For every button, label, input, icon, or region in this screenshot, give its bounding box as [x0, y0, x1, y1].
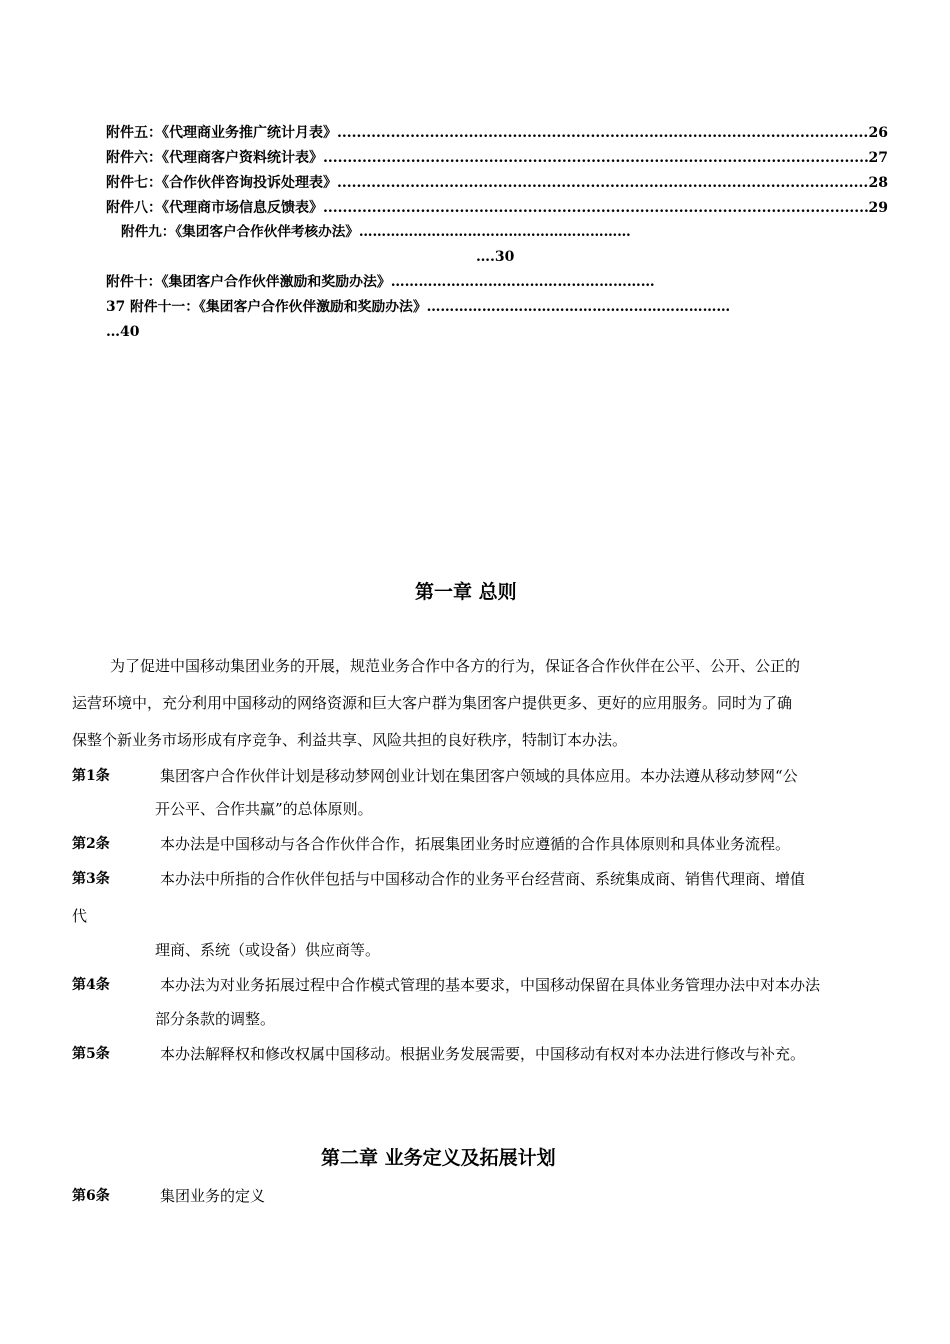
article-text: 理商、系统（或设备）供应商等。	[155, 941, 381, 959]
article-text: 部分条款的调整。	[155, 1010, 276, 1028]
article-number: 第4条	[72, 977, 110, 993]
article-number: 第5条	[72, 1046, 110, 1062]
toc-item-page: 27	[868, 150, 888, 166]
article-number: 第1条	[72, 768, 110, 784]
toc-item-page: 29	[868, 200, 888, 216]
chapter-title: 第二章 业务定义及拓展计划	[321, 1147, 556, 1169]
toc-item-9-line2: ….30	[476, 249, 515, 265]
article-number: 第6条	[72, 1188, 110, 1204]
toc-item-page: 28	[868, 175, 888, 191]
toc-leader	[337, 123, 869, 143]
intro-line: 保整个新业务市场形成有序竞争、利益共享、风险共担的良好秩序，特制订本办法。	[72, 731, 628, 749]
toc-item[interactable]	[106, 173, 888, 193]
article-text: 本办法中所指的合作伙伴包括与中国移动合作的业务平台经营商、系统集成商、销售代理商、增值	[160, 870, 806, 888]
article-text: 集团业务的定义	[160, 1187, 266, 1205]
article-text: 代	[72, 907, 88, 925]
intro-line: 运营环境中，充分利用中国移动的网络资源和巨大客户群为集团客户提供更多、更好的应用服务。同时为了确	[72, 694, 793, 712]
toc-leader	[323, 198, 869, 218]
intro-line: 为了促进中国移动集团业务的开展，规范业务合作中各方的行为，保证各合作伙伴在公平、公开、公正的	[110, 657, 801, 675]
toc-item[interactable]	[106, 198, 888, 218]
toc-item-label: 附件六：《代理商客户资料统计表》	[106, 150, 323, 166]
toc-item-11-line1[interactable]: 37 附件十一：《集团客户合作伙伴激励和奖励办法》…………………………………………………………	[106, 299, 731, 315]
toc-item-10-line1[interactable]: 附件十：《集团客户合作伙伴激励和奖励办法》…………………………………………………	[106, 274, 655, 290]
toc-item-page: 26	[868, 125, 888, 141]
toc-item[interactable]	[106, 148, 888, 168]
article-text: 本办法解释权和修改权属中国移动。根据业务发展需要，中国移动有权对本办法进行修改与补充。	[160, 1045, 806, 1063]
article-text: 集团客户合作伙伴计划是移动梦网创业计划在集团客户领域的具体应用。本办法遵从移动梦网“公	[160, 767, 798, 785]
article-number: 第3条	[72, 871, 110, 887]
toc-leader	[323, 148, 869, 168]
toc-item-label: 附件七：《合作伙伴咨询投诉处理表》	[106, 175, 337, 191]
toc-item[interactable]	[106, 123, 888, 143]
article-text: 本办法为对业务拓展过程中合作模式管理的基本要求，中国移动保留在具体业务管理办法中对本办法	[160, 976, 821, 994]
toc-item-11-line2: …40	[106, 324, 140, 340]
toc-item-label: 附件五：《代理商业务推广统计月表》	[106, 125, 337, 141]
article-number: 第2条	[72, 836, 110, 852]
toc-leader	[337, 173, 869, 193]
chapter-title: 第一章 总则	[415, 581, 517, 603]
toc-item-label: 附件八：《代理商市场信息反馈表》	[106, 200, 323, 216]
article-text: 本办法是中国移动与各合作伙伴合作，拓展集团业务时应遵循的合作具体原则和具体业务流程。	[160, 835, 791, 853]
article-text: 开公平、合作共赢”的总体原则。	[155, 800, 373, 818]
toc-item-9-line1[interactable]: 附件九：《集团客户合作伙伴考核办法》……………………………………………………	[121, 224, 631, 240]
